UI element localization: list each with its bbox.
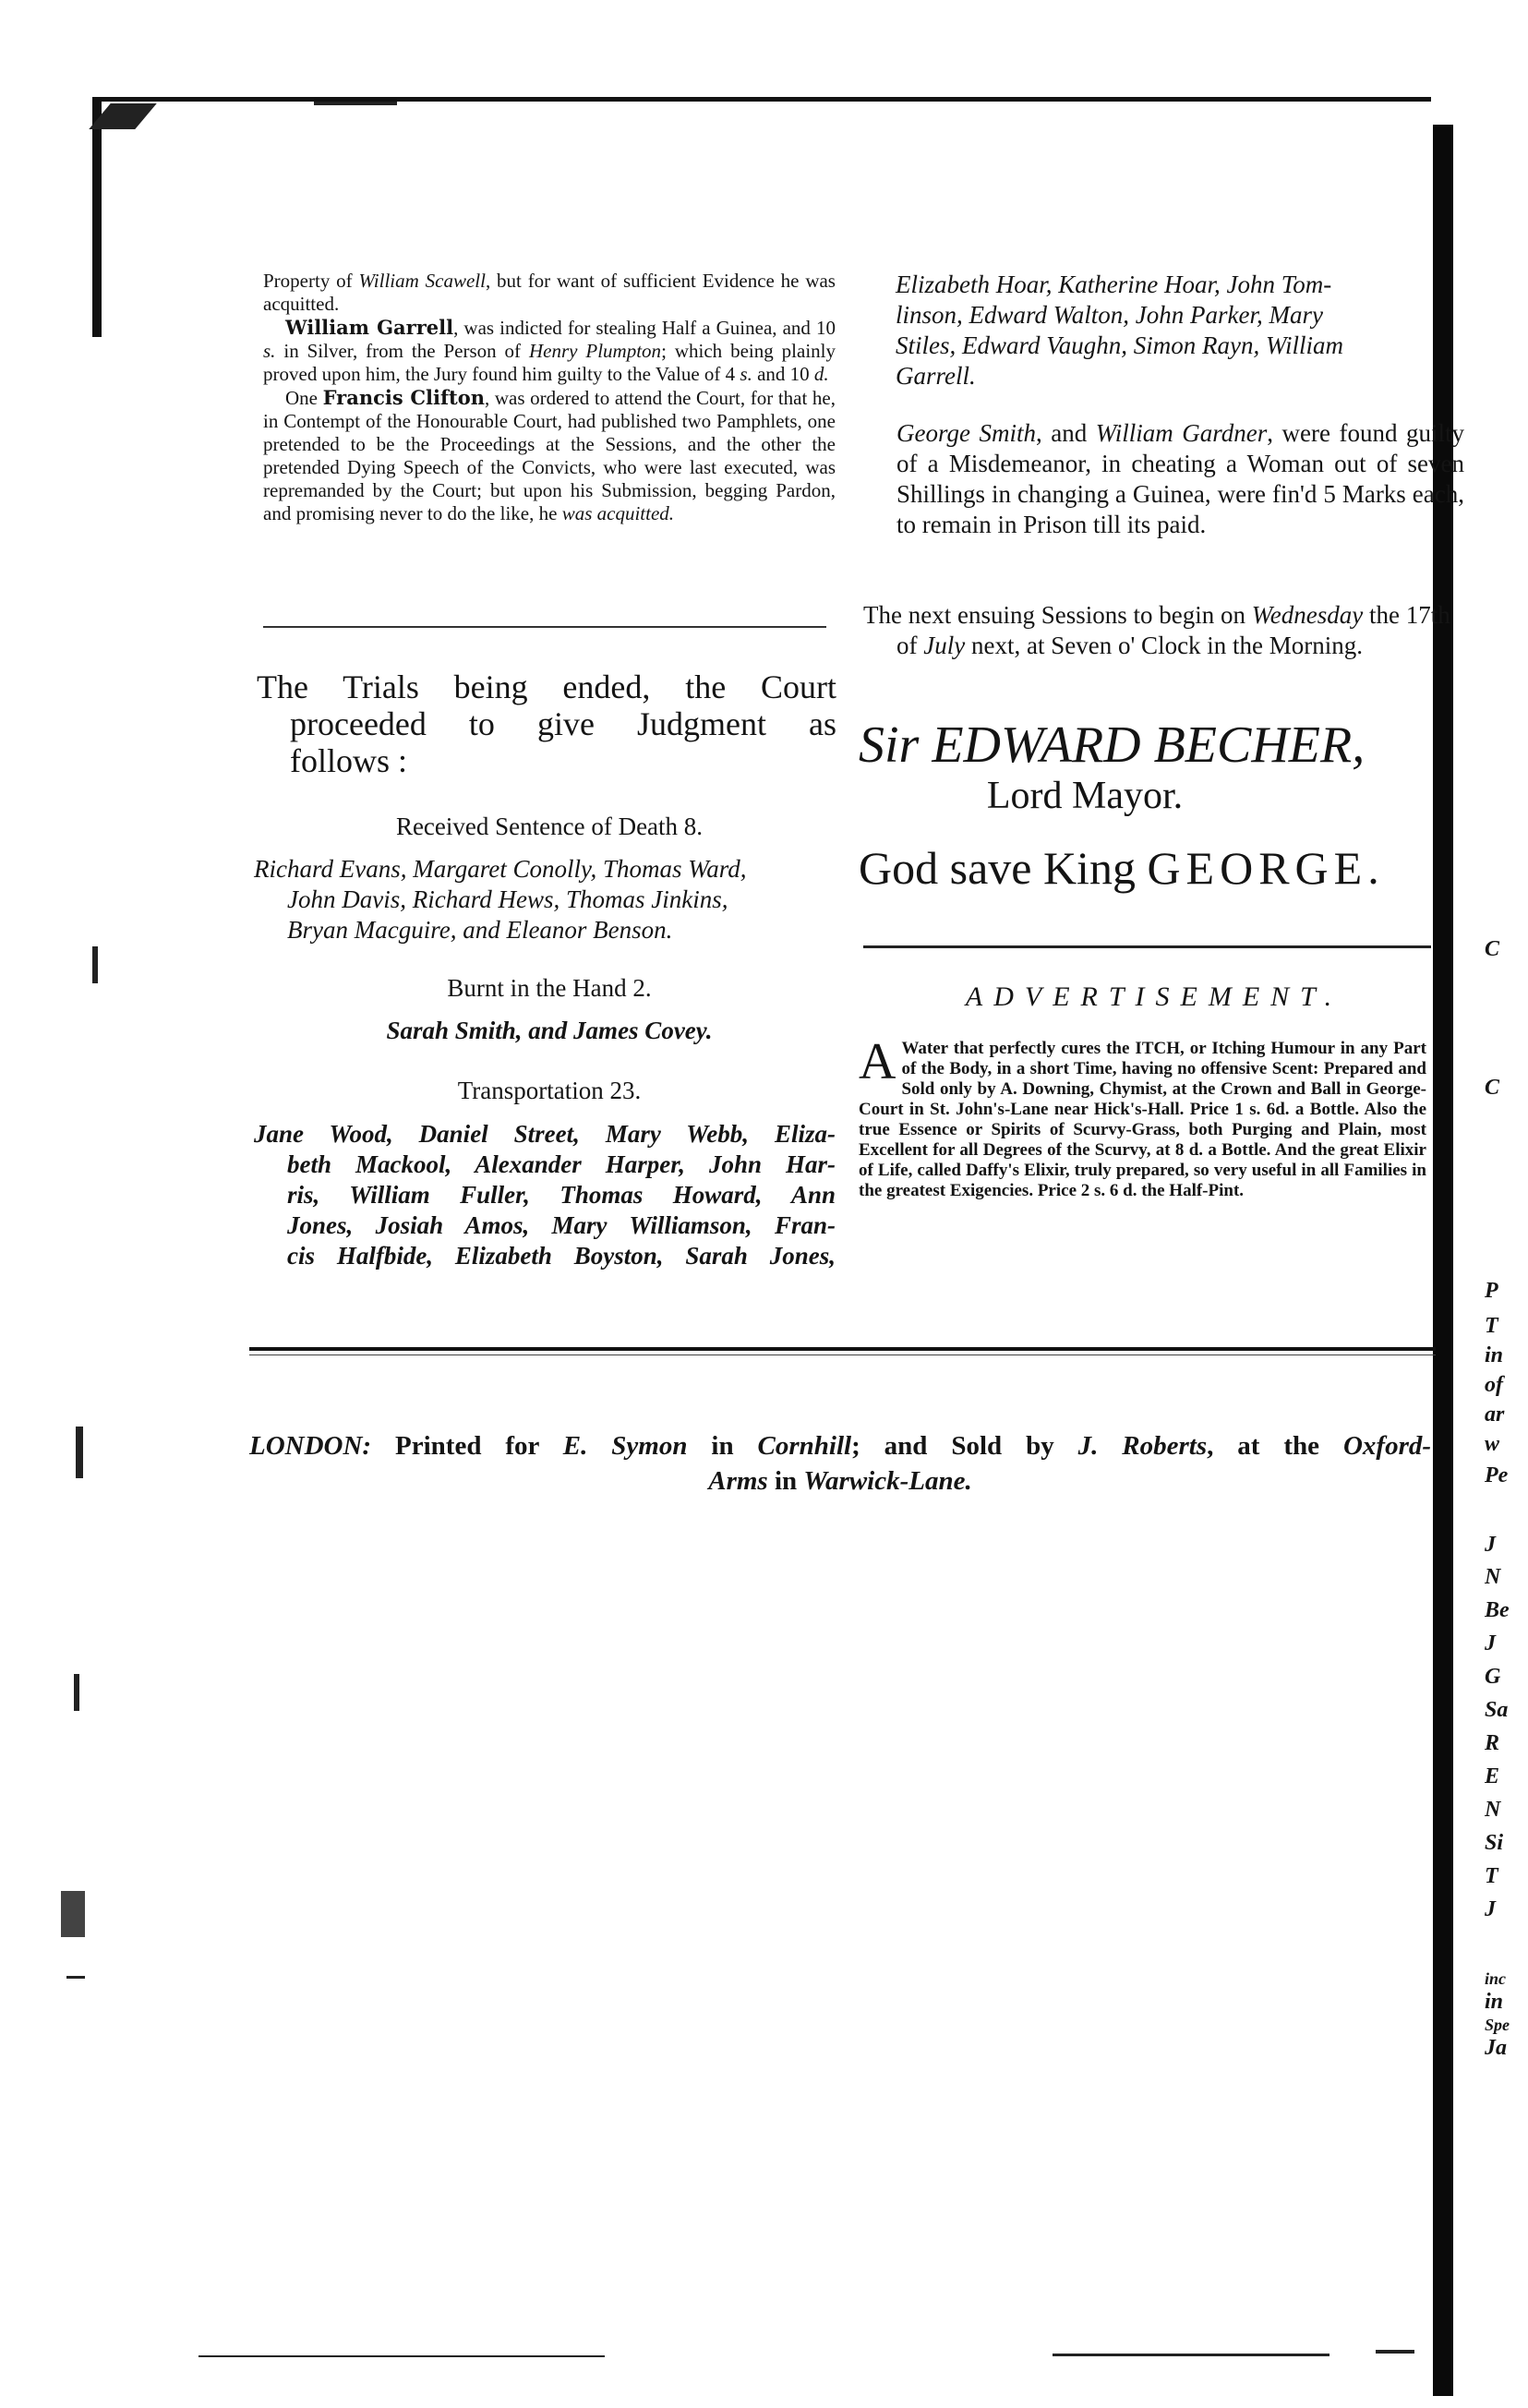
text-run: in Silver, from the Person of — [275, 340, 529, 362]
bleed-fragment: J — [1485, 1897, 1496, 1921]
text-run: the 17th of — [896, 601, 1450, 659]
italic-run: was acquitted. — [561, 502, 675, 524]
blackletter-run: Francis Clifton — [322, 386, 486, 409]
imprint-rule-thin — [249, 1354, 1436, 1355]
italic-run: William Gardner — [1095, 419, 1268, 447]
italic-run: Henry Plumpton — [528, 340, 662, 362]
advertisement-text: Water that perfectly cures the ITCH, or Itching Humour in any Part of the Body, in a short Time, having no offensive Scent: Prepared and Sold only by A. Downing, Chymist, at the Crown and Ball in George-Court in St. John's-Lane near Hick's-Hall. Price 1 s. 6d. a Bottle. Also the true Essence or Spirits of Scurvy-Grass, both Purging and Plain, most Excellent for all Degrees of the Scurvy, at 8 d. a Bottle. And the great Elixir of Life, called Daffy's Elixir, truly prepared, so very useful in all Families in the greatest Exigencies. Price 2 s. 6 d. the Half-Pint. — [859, 1039, 1426, 1200]
text-run: The next ensuing Sessions to begin on — [863, 601, 1252, 629]
right-names-line: Stiles, Edward Vaughn, Simon Rayn, William — [896, 331, 1343, 359]
scan-top-border — [92, 97, 1431, 102]
italic-run: Oxford- — [1342, 1431, 1432, 1461]
advertisement-heading: ADVERTISEMENT. — [965, 981, 1343, 1012]
imprint-rule — [249, 1347, 1436, 1351]
bleed-fragment: C — [1485, 1076, 1500, 1100]
bleed-fragment: Sa — [1485, 1698, 1509, 1722]
transportation-names — [254, 1119, 836, 1271]
text-run: ; and Sold by — [851, 1431, 1078, 1461]
scan-corner-mark — [92, 97, 102, 337]
transportation-names-line: Jane Wood, Daniel Street, Mary Webb, Eliza- — [254, 1120, 836, 1148]
adjacent-page-bleed — [1485, 0, 1528, 2408]
bleed-fragment: T — [1485, 1864, 1498, 1888]
right-names-line: linson, Edward Walton, John Parker, Mary — [896, 301, 1323, 329]
text-run: in — [687, 1431, 758, 1461]
italic-run: Arms — [708, 1466, 768, 1496]
trials-heading — [257, 668, 836, 779]
paragraph-clifton — [263, 386, 836, 525]
next-sessions-paragraph — [863, 600, 1464, 661]
text-run: , at the — [1207, 1431, 1343, 1461]
transportation-names-line: beth Mackool, Alexander Harper, John Har- — [287, 1150, 836, 1178]
text-run: , and — [1035, 419, 1096, 447]
italic-run: E. Symon — [562, 1431, 688, 1461]
transportation-names-continued — [896, 270, 1431, 391]
italic-run: July — [923, 632, 966, 659]
italic-run: s. — [263, 340, 276, 362]
bleed-fragment: in — [1485, 1343, 1504, 1367]
italic-run: George Smith — [896, 419, 1036, 447]
italic-run: William Scawell — [358, 270, 486, 292]
bleed-fragment: N — [1485, 1565, 1501, 1589]
burnt-in-hand-names: Sarah Smith, and James Covey. — [386, 1017, 713, 1044]
burnt-in-hand-heading: Burnt in the Hand 2. — [447, 974, 652, 1002]
bleed-fragment: Si — [1485, 1831, 1504, 1855]
death-sentence-names — [254, 854, 836, 945]
scan-left-mark-3 — [74, 1674, 79, 1711]
trials-heading-line-1: The Trials being ended, the Court — [257, 668, 836, 705]
left-column-paragraphs — [263, 270, 836, 525]
misdemeanor-paragraph — [863, 418, 1464, 540]
italic-run: Warwick-Lane. — [803, 1466, 972, 1496]
italic-run: LONDON: — [249, 1431, 372, 1461]
death-names-line: Bryan Macguire, and Eleanor Benson. — [287, 916, 673, 944]
imprint — [249, 1428, 1431, 1499]
italic-run: d. — [813, 363, 829, 385]
italic-run: Wednesday — [1251, 601, 1364, 629]
death-names-line: Richard Evans, Margaret Conolly, Thomas Ward, — [254, 855, 747, 883]
bleed-fragment: E — [1485, 1764, 1500, 1788]
trials-heading-line-3: follows : — [290, 742, 408, 779]
bleed-fragment: Spe — [1485, 2016, 1510, 2034]
text-run: One — [285, 387, 323, 409]
scan-bottom-line-2 — [1053, 2354, 1329, 2356]
text-run: next, at Seven o' Clock in the Morning. — [965, 632, 1364, 659]
text-run: Printed for — [371, 1431, 563, 1461]
transportation-names-line: cis Halfbide, Elizabeth Boyston, Sarah Jones, — [287, 1242, 836, 1270]
imprint-line-1 — [249, 1428, 1431, 1463]
scan-left-mark-4 — [61, 1891, 85, 1937]
scan-bottom-line-3 — [1376, 2350, 1414, 2354]
imprint-line-2 — [249, 1463, 1431, 1499]
transportation-heading: Transportation 23. — [457, 1077, 642, 1104]
paragraph-scawell — [263, 270, 836, 316]
scan-left-dash — [66, 1976, 85, 1979]
paragraph-garrell — [263, 316, 836, 386]
bleed-fragment: C — [1485, 937, 1500, 961]
transportation-names-line: Jones, Josiah Amos, Mary Williamson, Fran- — [287, 1211, 836, 1239]
god-save-the-king — [859, 840, 1431, 896]
right-names-line: Elizabeth Hoar, Katherine Hoar, John Tom- — [896, 271, 1332, 298]
god-save-text: God save King — [859, 842, 1136, 894]
italic-run: Cornhill — [757, 1431, 852, 1461]
bleed-fragment: Be — [1485, 1598, 1510, 1622]
bleed-fragment: inc — [1485, 1969, 1507, 1988]
bleed-fragment: w — [1485, 1432, 1500, 1456]
bleed-fragment: Pe — [1485, 1463, 1509, 1487]
death-sentence-heading: Received Sentence of Death 8. — [395, 813, 704, 840]
text-run: , was ordered to attend the Court, for that he, in Contempt of the Honourable Court, had published two Pamphlets, one pretended to be the Proceedings at the Sessions, and the other the pretended Dying Speech of the Convicts, who were last executed, was repremanded by the Court; but upon his Submission, begging Pardon, and promising never to do the like, he — [263, 387, 836, 524]
bleed-fragment: R — [1485, 1731, 1500, 1755]
text-run: Property of — [263, 270, 359, 292]
text-run: in — [767, 1466, 804, 1496]
scan-left-mark-1 — [92, 946, 98, 983]
advertisement-body — [859, 1033, 1426, 1201]
bleed-fragment: Ja — [1485, 2036, 1507, 2060]
transportation-names-line: ris, William Fuller, Thomas Howard, Ann — [287, 1181, 836, 1209]
bleed-fragment: in — [1485, 1990, 1504, 2014]
trials-heading-line-2: proceeded to give Judgment as — [290, 705, 836, 742]
lord-mayor-title: Lord Mayor. — [986, 775, 1184, 817]
bleed-fragment: J — [1485, 1631, 1496, 1656]
death-names-line: John Davis, Richard Hews, Thomas Jinkins, — [287, 885, 728, 913]
italic-run: J. Roberts — [1077, 1431, 1208, 1461]
italic-run: s. — [740, 363, 752, 385]
text-run: and 10 — [752, 363, 814, 385]
bleed-fragment: ar — [1485, 1403, 1505, 1427]
scan-dash-top — [314, 102, 397, 105]
blackletter-run: William Garrell — [285, 316, 454, 339]
text-run: , was indicted for stealing Half a Guinea, and 10 — [453, 317, 836, 339]
text-run: , but for want of sufficient Evidence he was acquitted. — [263, 270, 836, 315]
advertisement-dropcap: A — [859, 1033, 896, 1090]
bleed-fragment: J — [1485, 1533, 1496, 1557]
bleed-fragment: N — [1485, 1798, 1501, 1822]
bleed-fragment: T — [1485, 1314, 1498, 1338]
bleed-fragment: of — [1485, 1373, 1503, 1397]
bleed-fragment: G — [1485, 1665, 1501, 1689]
scan-left-mark-2 — [76, 1427, 83, 1478]
text-run: ; which being plainly proved upon him, the Jury found him guilty to the Value of 4 — [263, 340, 836, 385]
text-run: , were found guilty of a Misdemeanor, in cheating a Woman out of seven Shillings in changing a Guinea, were fin'd 5 Marks each, to remain in Prison till its paid. — [896, 419, 1464, 538]
king-name: GEORGE. — [1147, 842, 1385, 894]
scan-bottom-line-1 — [199, 2355, 605, 2357]
right-names-line: Garrell. — [896, 362, 976, 390]
section-divider-right — [863, 945, 1431, 948]
bleed-fragment: P — [1485, 1279, 1498, 1303]
lord-mayor-name: Sir EDWARD BECHER, — [859, 716, 1366, 774]
section-divider-left — [263, 626, 826, 628]
